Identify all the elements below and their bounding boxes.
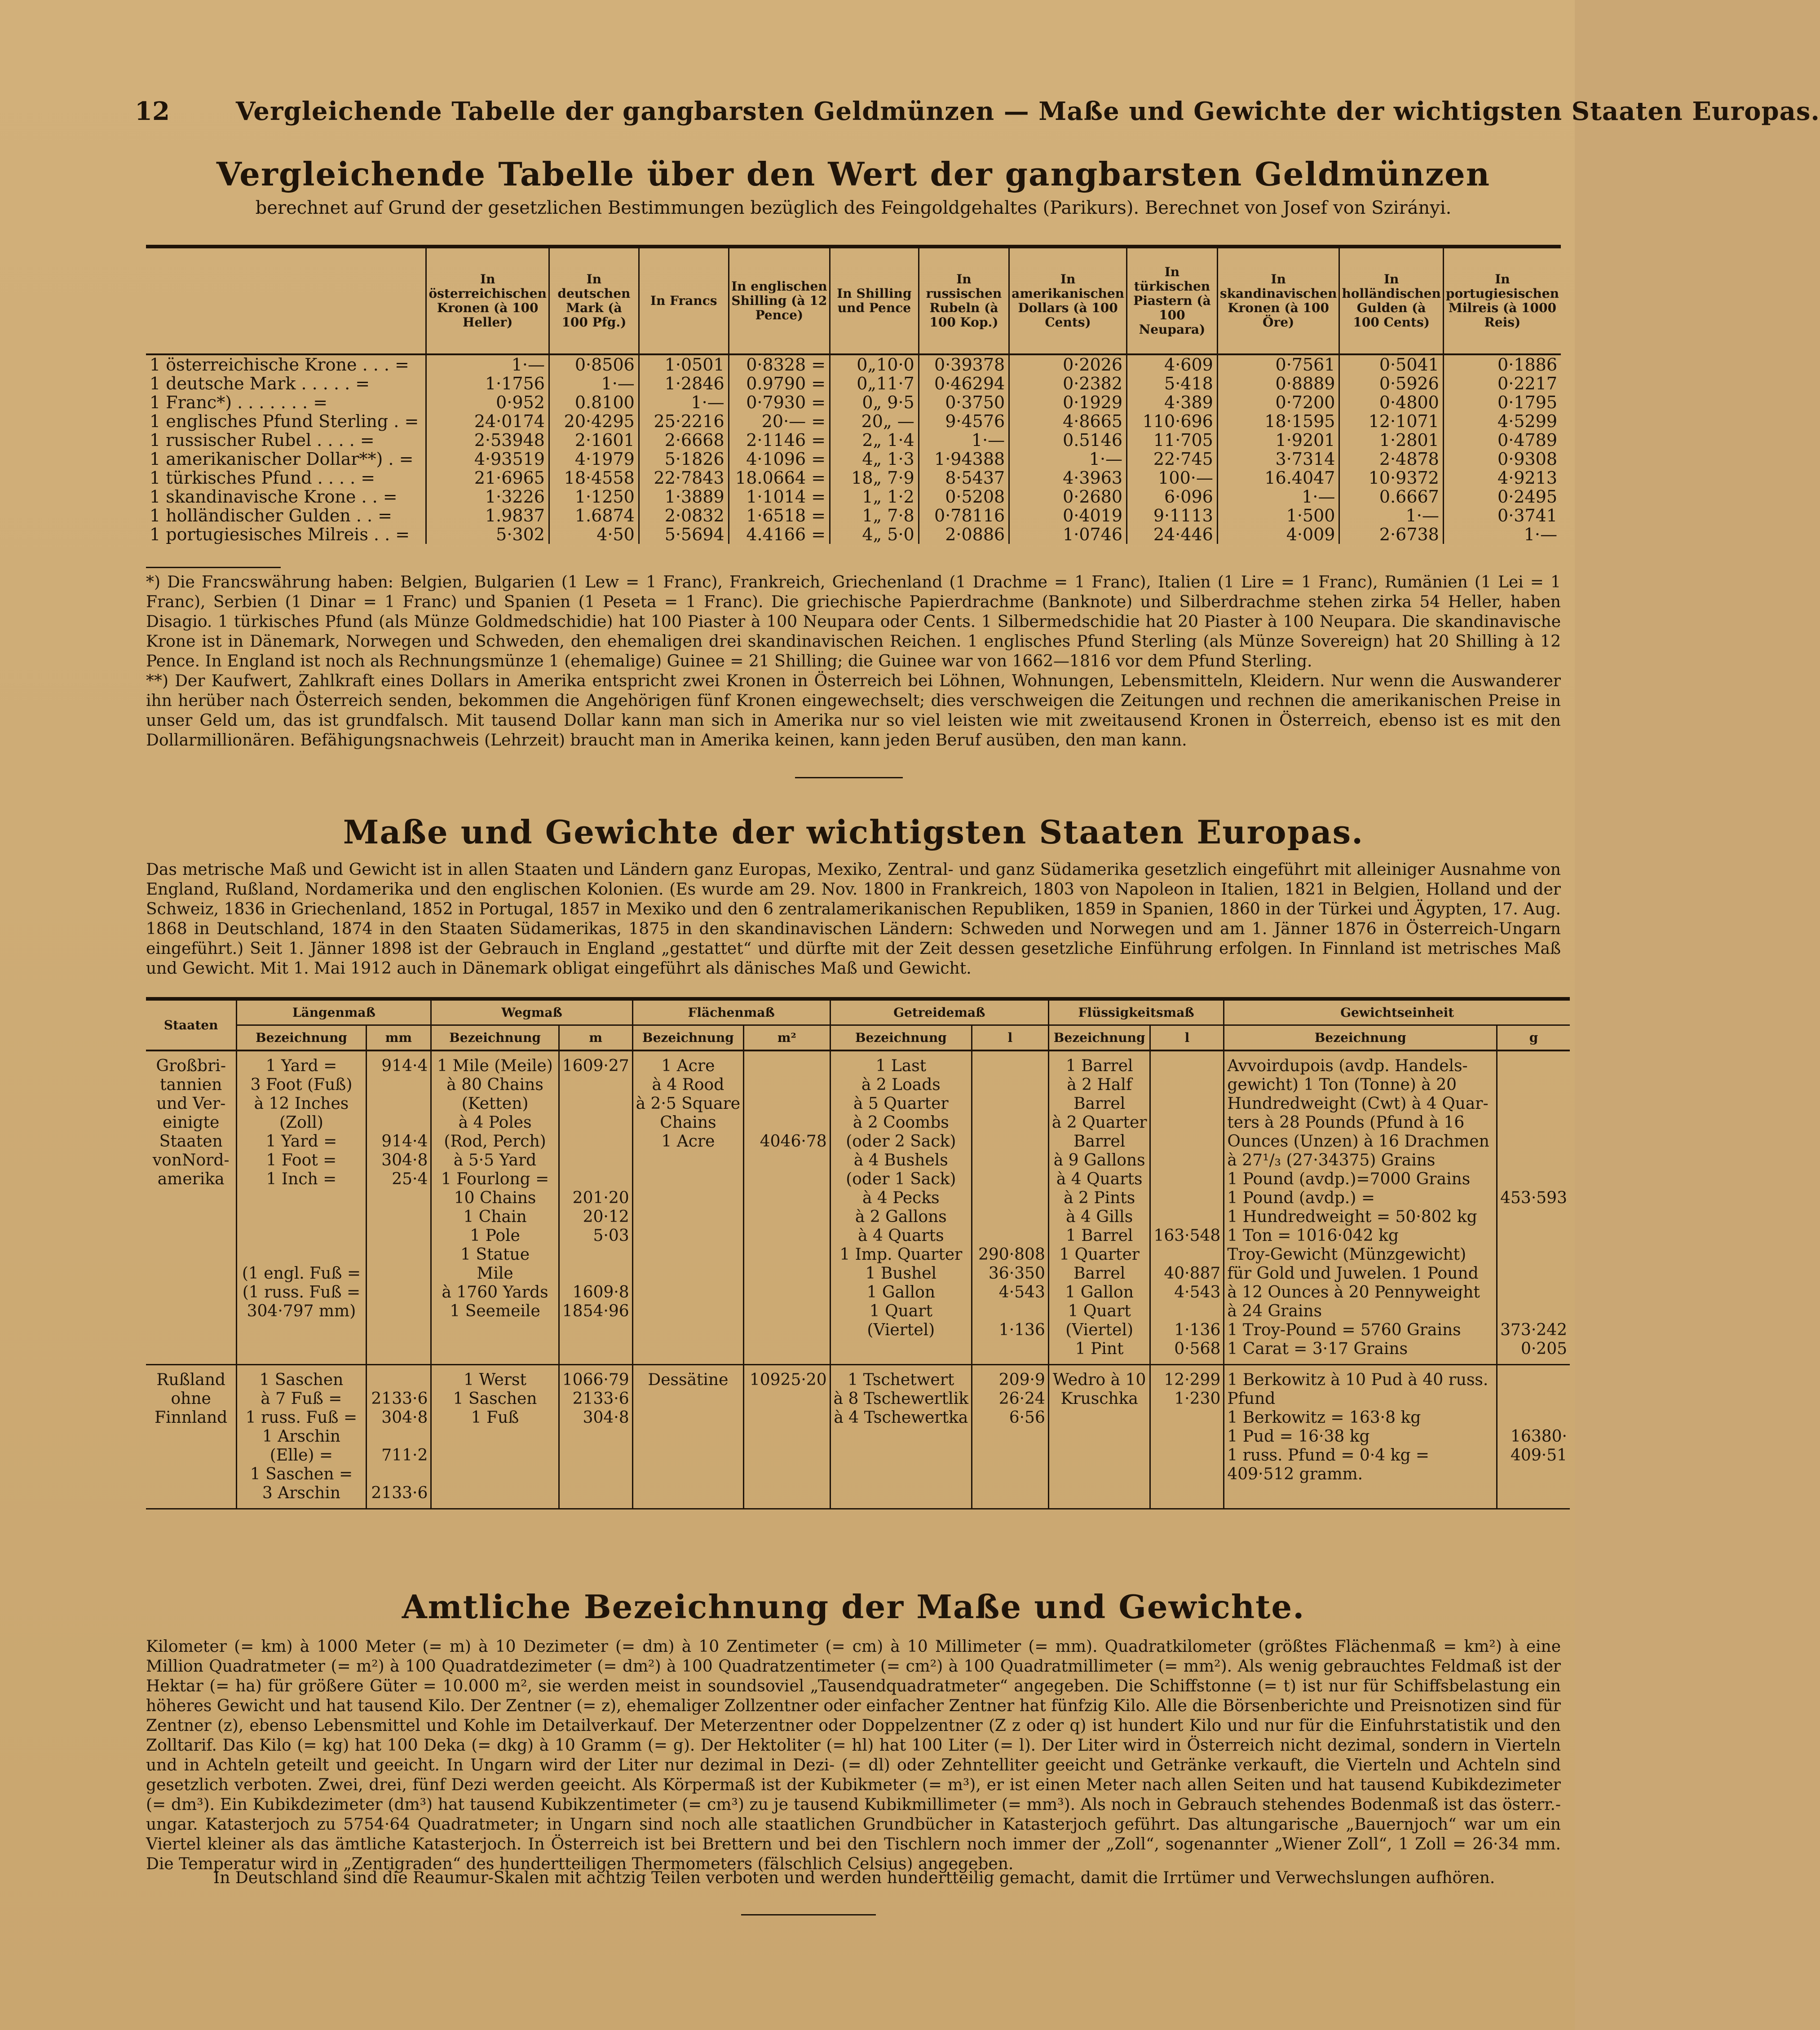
- measures-sub-header: [146, 1025, 1570, 1051]
- currency-value: 16.4047: [1217, 468, 1339, 487]
- laengen-bezeichnung: 1 Yard = 3 Foot (Fuß) à 12 Inches (Zoll) 1 Yard = 1 Foot = 1 Inch = (1 engl. Fuß = (1 russ. Fuß = 304·797 mm): [237, 1050, 366, 1365]
- currency-value: 1·—: [1217, 487, 1339, 506]
- currency-value: 0·3750: [919, 393, 1009, 412]
- currency-value: 0.5146: [1009, 431, 1127, 450]
- currency-row: [146, 393, 1561, 412]
- section2-title: Maße und Gewichte der wichtigsten Staaten Europas.: [343, 813, 1364, 851]
- currency-value: 9·4576: [919, 412, 1009, 431]
- currency-value: 0·2680: [1009, 487, 1127, 506]
- currency-value: 0·2382: [1009, 374, 1127, 393]
- currency-value: 4·1979: [549, 450, 639, 468]
- currency-value: 24·446: [1127, 525, 1218, 544]
- currency-value: 2·6738: [1339, 525, 1443, 544]
- currency-value: 4·009: [1217, 525, 1339, 544]
- sub-header: Bezeichnung: [1224, 1025, 1497, 1051]
- currency-table-body: [146, 354, 1561, 544]
- currency-value: 0·8889: [1217, 374, 1339, 393]
- gewicht-g: 453·593 373·242 0·205: [1497, 1050, 1570, 1365]
- col-header: In Shilling und Pence: [830, 247, 919, 354]
- col-header: In skandinavischen Kronen (à 100 Öre): [1217, 247, 1339, 354]
- currency-value: 1·1756: [426, 374, 549, 393]
- currency-row-label: 1 portugiesisches Milreis . . =: [150, 525, 410, 544]
- currency-value: 1·—: [639, 393, 729, 412]
- currency-value: 2·1146 =: [729, 431, 830, 450]
- currency-value: 1·2846: [639, 374, 729, 393]
- group-gewichtseinheit: Gewichtseinheit: [1224, 999, 1570, 1025]
- flaechen-bezeichnung: Dessätine: [632, 1365, 743, 1509]
- col-header: In amerikanischen Dollars (à 100 Cents): [1009, 247, 1127, 354]
- section3-text-2: In Deutschland sind die Reaumur-Skalen mit achtzig Teilen verboten und werden hundertteilig gemacht, damit die Irrtümer und Verwechslungen aufhören.: [213, 1869, 1495, 1887]
- group-laengenmass: Längenmaß: [237, 999, 431, 1025]
- currency-value: 1·—: [549, 374, 639, 393]
- col-header: In holländischen Gulden (à 100 Cents): [1339, 247, 1443, 354]
- currency-value: 5·1826: [639, 450, 729, 468]
- currency-value: 0·7200: [1217, 393, 1339, 412]
- currency-value: 6·096: [1127, 487, 1218, 506]
- currency-value: 4·5299: [1443, 412, 1561, 431]
- getreide-l: 209·9 26·24 6·56: [972, 1365, 1049, 1509]
- currency-value: 1·0501: [639, 354, 729, 374]
- gewicht-bezeichnung: Avvoirdupois (avdp. Handels- gewicht) 1 Ton (Tonne) à 20 Hundredweight (Cwt) à 4 Quar- ters à 28 Pounds (Pfund à 16 Ounces (Unzen) à 16 Drachmen à 27¹/₃ (27·34375) Grains 1 Pound (avdp.)=7000 Grains 1 Pound (avdp.) = 1 Hundredweight = 50·802 kg 1 Ton = 1016·042 kg Troy-Gewicht (Münzgewicht) für Gold und Juwelen. 1 Pound à 12 Ounces à 20 Pennyweight à 24 Grains 1 Troy-Pound = 5760 Grains 1 Carat = 3·17 Grains: [1224, 1050, 1497, 1365]
- sub-header: l: [972, 1025, 1049, 1051]
- col-header: In deutschen Mark (à 100 Pfg.): [549, 247, 639, 354]
- currency-row: [146, 525, 1561, 544]
- gewicht-g: 16380· 409·51: [1497, 1365, 1570, 1509]
- currency-value: 18„ 7·9: [830, 468, 919, 487]
- currency-value: 0„11·7: [830, 374, 919, 393]
- currency-value: 0·39378: [919, 354, 1009, 374]
- currency-value: 0·1795: [1443, 393, 1561, 412]
- currency-value: 18.0664 =: [729, 468, 830, 487]
- group-wegmass: Wegmaß: [431, 999, 632, 1025]
- currency-value: 4·50: [549, 525, 639, 544]
- currency-value: 4·1096 =: [729, 450, 830, 468]
- col-header: In englischen Shilling (à 12 Pence): [729, 247, 830, 354]
- measures-row: [146, 1365, 1570, 1509]
- measures-table: [146, 997, 1570, 1509]
- currency-value: 1·3889: [639, 487, 729, 506]
- currency-value: 1·94388: [919, 450, 1009, 468]
- currency-value: 1·6518 =: [729, 506, 830, 525]
- currency-value: 1·0746: [1009, 525, 1127, 544]
- currency-value: 20·— =: [729, 412, 830, 431]
- currency-value: 0·9308: [1443, 450, 1561, 468]
- currency-value: 1„ 1·2: [830, 487, 919, 506]
- currency-value: 2·1601: [549, 431, 639, 450]
- currency-value: 2·4878: [1339, 450, 1443, 468]
- currency-value: 4·3963: [1009, 468, 1127, 487]
- currency-value: 100·—: [1127, 468, 1218, 487]
- currency-row-label: 1 amerikanischer Dollar**) . =: [150, 449, 414, 469]
- currency-value: 4·609: [1127, 354, 1218, 374]
- currency-row-label: 1 deutsche Mark . . . . . =: [150, 374, 370, 393]
- currency-value: 1·—: [1009, 450, 1127, 468]
- measures-table-body: [146, 1050, 1570, 1509]
- currency-value: 0.9790 =: [729, 374, 830, 393]
- currency-value: 4·9213: [1443, 468, 1561, 487]
- currency-value: 4„ 5·0: [830, 525, 919, 544]
- currency-value: 1·—: [919, 431, 1009, 450]
- currency-value: 0·46294: [919, 374, 1009, 393]
- section3-title: Amtliche Bezeichnung der Maße und Gewichte.: [402, 1588, 1305, 1626]
- currency-value: 2·0832: [639, 506, 729, 525]
- currency-value: 5·5694: [639, 525, 729, 544]
- currency-value: 1·9201: [1217, 431, 1339, 450]
- col-header: In österreichischen Kronen (à 100 Heller): [426, 247, 549, 354]
- fluessig-l: 12·299 1·230: [1150, 1365, 1224, 1509]
- sub-header: Bezeichnung: [632, 1025, 743, 1051]
- currency-row-label: 1 englisches Pfund Sterling . =: [150, 411, 419, 431]
- footnote-rule: [146, 567, 281, 568]
- currency-value: 24·0174: [426, 412, 549, 431]
- currency-value: 0·78116: [919, 506, 1009, 525]
- currency-value: 4„ 1·3: [830, 450, 919, 468]
- currency-value: 1·500: [1217, 506, 1339, 525]
- currency-value: 0.8100: [549, 393, 639, 412]
- weg-bezeichnung: 1 Werst 1 Saschen 1 Fuß: [431, 1365, 559, 1509]
- currency-row: [146, 450, 1561, 468]
- currency-value: 1·2801: [1339, 431, 1443, 450]
- currency-row: [146, 431, 1561, 450]
- currency-value: 22·745: [1127, 450, 1218, 468]
- weg-bezeichnung: 1 Mile (Meile) à 80 Chains (Ketten) à 4 Poles (Rod, Perch) à 5·5 Yard 1 Fourlong = 10 Chains 1 Chain 1 Pole 1 Statue Mile à 1760 Yards 1 Seemeile: [431, 1050, 559, 1365]
- currency-value: 4.4166 =: [729, 525, 830, 544]
- currency-table: [146, 245, 1561, 544]
- fluessig-bezeichnung: 1 Barrel à 2 Half Barrel à 2 Quarter Barrel à 9 Gallons à 4 Quarts à 2 Pints à 4 Gills 1 Barrel 1 Quarter Barrel 1 Gallon 1 Quart (Viertel) 1 Pint: [1048, 1050, 1150, 1365]
- currency-value: 22·7843: [639, 468, 729, 487]
- currency-value: 20„ —: [830, 412, 919, 431]
- sub-header: Bezeichnung: [830, 1025, 972, 1051]
- section1-title: Vergleichende Tabelle über den Wert der gangbarsten Geldmünzen: [216, 155, 1491, 193]
- section2-intro: Das metrische Maß und Gewicht ist in allen Staaten und Ländern ganz Europas, Mexiko, Zentral- und ganz Südamerika gesetzlich eingeführt mit alleiniger Ausnahme von England, Rußland, Nordamerika und den englischen Kolonien. (Es wurde am 29. Nov. 1800 in Frankreich, 1803 von Napoleon in Italien, 1821 in Belgien, Holland und der Schweiz, 1836 in Griechenland, 1852 in Portugal, 1857 in Mexiko und den 6 zentralamerikanischen Republiken, 1859 in Spanien, 1860 in der Türkei und Ägypten, 17. Aug. 1868 in Deutschland, 1874 in den Staaten Südamerikas, 1875 in den skandinavischen Ländern: Schweden und Norwegen und am 1. Jänner 1876 in Österreich-Ungarn eingeführt.) Seit 1. Jänner 1898 ist der Gebrauch in England „gestattet“ und dürfte mit der Zeit dessen gesetzliche Einführung erfolgen. In Finnland ist metrisches Maß und Gewicht. Mit 1. Mai 1912 auch in Dänemark obligat eingeführt als dänisches Maß und Gewicht.: [146, 861, 1561, 978]
- currency-value: 0·7930 =: [729, 393, 830, 412]
- currency-value: 0·2495: [1443, 487, 1561, 506]
- fluessig-bezeichnung: Wedro à 10 Kruschka: [1048, 1365, 1150, 1509]
- currency-value: 0·3741: [1443, 506, 1561, 525]
- currency-value: 0·952: [426, 393, 549, 412]
- laengen-mm: 2133·6 304·8 711·2 2133·6: [366, 1365, 431, 1509]
- currency-row: [146, 487, 1561, 506]
- currency-value: 4·389: [1127, 393, 1218, 412]
- measures-row: [146, 1050, 1570, 1365]
- currency-value: 4·8665: [1009, 412, 1127, 431]
- currency-value: 0·7561: [1217, 354, 1339, 374]
- currency-value: 25·2216: [639, 412, 729, 431]
- group-flaechenmass: Flächenmaß: [632, 999, 830, 1025]
- currency-value: 0·4789: [1443, 431, 1561, 450]
- group-getreidemass: Getreidemaß: [830, 999, 1048, 1025]
- currency-value: 1·—: [426, 354, 549, 374]
- currency-value: 9·1113: [1127, 506, 1218, 525]
- header-blank: [146, 247, 426, 354]
- currency-value: 12·1071: [1339, 412, 1443, 431]
- col-header: In Francs: [639, 247, 729, 354]
- currency-value: 5·302: [426, 525, 549, 544]
- currency-value: 8·5437: [919, 468, 1009, 487]
- page-header: [135, 97, 1820, 137]
- section-divider: [795, 777, 903, 778]
- gewicht-bezeichnung: 1 Berkowitz à 10 Pud à 40 russ. Pfund 1 Berkowitz = 163·8 kg 1 Pud = 16·38 kg 1 russ. Pfund = 0·4 kg = 409·512 gramm.: [1224, 1365, 1497, 1509]
- page-number: 12: [135, 97, 170, 126]
- currency-value: 0·5041: [1339, 354, 1443, 374]
- col-header: In portugiesischen Milreis (à 1000 Reis): [1443, 247, 1561, 354]
- currency-value: 1„ 7·8: [830, 506, 919, 525]
- fluessig-l: 163·548 40·887 4·543 1·136 0·568: [1150, 1050, 1224, 1365]
- currency-value: 0·2026: [1009, 354, 1127, 374]
- currency-value: 3·7314: [1217, 450, 1339, 468]
- currency-value: 1·3226: [426, 487, 549, 506]
- getreide-l: 290·808 36·350 4·543 1·136: [972, 1050, 1049, 1365]
- currency-value: 0·4800: [1339, 393, 1443, 412]
- footnote-dollar: **) Der Kaufwert, Zahlkraft eines Dollars in Amerika entspricht zwei Kronen in Österreich bei Löhnen, Wohnungen, Lebensmitteln, Kleidern. Nur wenn die Auswanderer ihn herüber nach Österreich senden, bekommen die Angehörigen fünf Kronen eingewechselt; dies verschweigen die Zeitungen und rechnen die amerikanischen Preise in unser Geld um, das ist grundfalsch. Mit tausend Dollar kann man sich in Amerika nur so viel leisten wie mit zweitausend Kronen in Österreich, ebenso ist es mit den Dollarmillionären. Befähigungsnachweis (Lehrzeit) braucht man in Amerika keinen, kann jeden Beruf ausüben, den man kann.: [146, 672, 1561, 750]
- col-staaten: Staaten: [146, 999, 237, 1050]
- currency-row-label: 1 russischer Rubel . . . . =: [150, 430, 375, 450]
- sub-header: l: [1150, 1025, 1224, 1051]
- currency-value: 0·5926: [1339, 374, 1443, 393]
- sub-header: Bezeichnung: [431, 1025, 559, 1051]
- currency-value: 0„10·0: [830, 354, 919, 374]
- sub-header: m: [559, 1025, 632, 1051]
- currency-value: 0.6667: [1339, 487, 1443, 506]
- sub-header: g: [1497, 1025, 1570, 1051]
- flaechen-m2: 10925·20: [744, 1365, 830, 1509]
- currency-value: 0·5208: [919, 487, 1009, 506]
- currency-value: 5·418: [1127, 374, 1218, 393]
- currency-value: 21·6965: [426, 468, 549, 487]
- currency-row-label: 1 türkisches Pfund . . . . =: [150, 468, 375, 488]
- laengen-bezeichnung: 1 Saschen à 7 Fuß = 1 russ. Fuß = 1 Arschin (Elle) = 1 Saschen = 3 Arschin: [237, 1365, 366, 1509]
- sub-header: mm: [366, 1025, 431, 1051]
- currency-value: 1.9837: [426, 506, 549, 525]
- currency-row: [146, 412, 1561, 431]
- currency-row: [146, 354, 1561, 374]
- currency-value: 0·8506: [549, 354, 639, 374]
- currency-value: 0„ 9·5: [830, 393, 919, 412]
- flaechen-m2: 4046·78: [744, 1050, 830, 1365]
- currency-value: 18·1595: [1217, 412, 1339, 431]
- currency-value: 110·696: [1127, 412, 1218, 431]
- currency-row: [146, 374, 1561, 393]
- currency-value: 2·53948: [426, 431, 549, 450]
- currency-value: 0·1929: [1009, 393, 1127, 412]
- currency-value: 0·1886: [1443, 354, 1561, 374]
- weg-m: 1609·27 201·20 20·12 5·03 1609·8 1854·96: [559, 1050, 632, 1365]
- weg-m: 1066·79 2133·6 304·8: [559, 1365, 632, 1509]
- end-rule: [741, 1914, 876, 1915]
- currency-row-label: 1 skandinavische Krone . . =: [150, 487, 398, 507]
- currency-value: 10·9372: [1339, 468, 1443, 487]
- currency-row-label: 1 österreichische Krone . . . =: [150, 355, 409, 375]
- currency-value: 18·4558: [549, 468, 639, 487]
- measures-group-header: [146, 999, 1570, 1025]
- currency-row: [146, 468, 1561, 487]
- section1-subtitle: berechnet auf Grund der gesetzlichen Bestimmungen bezüglich des Feingoldgehaltes (Parikurs). Berechnet von Josef von Szirányi.: [255, 198, 1452, 218]
- currency-value: 0·2217: [1443, 374, 1561, 393]
- currency-value: 2·6668: [639, 431, 729, 450]
- currency-value: 1.6874: [549, 506, 639, 525]
- laengen-mm: 914·4 914·4 304·8 25·4: [366, 1050, 431, 1365]
- sub-header: Bezeichnung: [237, 1025, 366, 1051]
- currency-value: 1·1014 =: [729, 487, 830, 506]
- currency-value: 2·0886: [919, 525, 1009, 544]
- currency-value: 0·4019: [1009, 506, 1127, 525]
- currency-row-label: 1 Franc*) . . . . . . . =: [150, 393, 328, 412]
- running-head: Vergleichende Tabelle der gangbarsten Geldmünzen — Maße und Gewichte der wichtigsten Staaten Europas.: [236, 97, 1820, 126]
- sub-header: Bezeichnung: [1048, 1025, 1150, 1051]
- currency-value: 2„ 1·4: [830, 431, 919, 450]
- currency-value: 4·93519: [426, 450, 549, 468]
- flaechen-bezeichnung: 1 Acre à 4 Rood à 2·5 Square Chains 1 Acre: [632, 1050, 743, 1365]
- state-name: Großbri- tannien und Ver- einigte Staaten vonNord- amerika: [152, 1057, 230, 1188]
- section3-text: Kilometer (= km) à 1000 Meter (= m) à 10 Dezimeter (= dm) à 10 Zentimeter (= cm) à 10 Millimeter (= mm). Quadratkilometer (größtes Flächenmaß = km²) à eine Million Quadratmeter (= m²) à 100 Quadratdezimeter (= dm²) à 100 Quadratzentimeter (= cm²) à 100 Quadratmillimeter (= mm²). Als wenig gebrauchtes Feldmaß ist der Hektar (= ha) für größere Güter = 10.000 m², sie werden meist in soundsoviel „Tausendquadratmeter“ angegeben. Die Schiffstonne (= t) ist nur für Schiffsbelastung ein höheres Gewicht und hat tausend Kilo. Der Zentner (= z), ehemaliger Zollzentner oder einfacher Zentner hat fünfzig Kilo. Alle die Börsenberichte und Preisnotizen sind für Zentner (z), ebenso Lebensmittel und Kohle im Detailverkauf. Der Meterzentner oder Doppelzentner (Z z oder q) ist hundert Kilo und nur für die Einfuhrstatistik und den Zolltarif. Das Kilo (= kg) hat 100 Deka (= dkg) à 10 Gramm (= g). Der Hektoliter (= hl) hat 100 Liter (= l). Der Liter wird in Österreich nicht dezimal, sondern in Vierteln und in Achteln geteilt und geeicht. In Ungarn wird der Liter nur dezimal in Dezi- (= dl) oder Zehntelliter geeicht und Getränke verkauft, die Vierteln und Achteln sind gesetzlich verboten. Zwei, drei, fünf Dezi werden geeicht. Als Körpermaß ist der Kubikmeter (= m³), er ist einen Meter nach allen Seiten und hat tausend Kubikdezimeter (= dm³). Ein Kubikdezimeter (dm³) hat tausend Kubikzentimeter (= cm³) zu je tausend Kubikmillimeter (= mm³). Als noch in Gebrauch stehendes Bodenmaß ist das österr.-ungar. Katasterjoch zu 5754·64 Quadratmeter; in Ungarn sind noch alle staatlichen Grundbücher in Katasterjoch geführt. Das altungarische „Bauernjoch“ war um ein Viertel kleiner als das ämtliche Katasterjoch. In Österreich ist bei Brettern und bei den Tischlern noch immer der „Zoll“, sogenannter „Wiener Zoll“, 1 Zoll = 26·34 mm. Die Temperatur wird in „Zentigraden“ des hundertteiligen Thermometers (fälschlich Celsius) angegeben.: [146, 1637, 1561, 1873]
- footnote-francs: *) Die Francswährung haben: Belgien, Bulgarien (1 Lew = 1 Franc), Frankreich, Griechenland (1 Drachme = 1 Franc), Italien (1 Lire = 1 Franc), Rumänien (1 Lei = 1 Franc), Serbien (1 Dinar = 1 Franc) und Spanien (1 Peseta = 1 Franc). Die griechische Papierdrachme (Banknote) und Silberdrachme stehen zirka 54 Heller, haben Disagio. 1 türkisches Pfund (als Münze Goldmedschidie) hat 100 Piaster à 100 Neupara oder Cents. 1 Silbermedschidie hat 20 Piaster à 100 Neupara. Die skandinavische Krone ist in Dänemark, Norwegen und Schweden, den ehemaligen drei skandinavischen Reichen. 1 englisches Pfund Sterling (als Münze Sovereign) hat 20 Shilling à 12 Pence. In England ist noch als Rechnungsmünze 1 (ehemalige) Guinee = 21 Shilling; die Guinee war von 1662—1816 vor dem Pfund Sterling.: [146, 573, 1561, 671]
- currency-value: 0·8328 =: [729, 354, 830, 374]
- currency-value: 20·4295: [549, 412, 639, 431]
- currency-table-header: [146, 247, 1561, 354]
- getreide-bezeichnung: 1 Last à 2 Loads à 5 Quarter à 2 Coombs (oder 2 Sack) à 4 Bushels (oder 1 Sack) à 4 Pecks à 2 Gallons à 4 Quarts 1 Imp. Quarter 1 Bushel 1 Gallon 1 Quart (Viertel): [830, 1050, 972, 1365]
- col-header: In türkischen Piastern (à 100 Neupara): [1127, 247, 1218, 354]
- group-fluessigkeitsmass: Flüssigkeitsmaß: [1048, 999, 1224, 1025]
- currency-value: 1·—: [1443, 525, 1561, 544]
- currency-row: [146, 506, 1561, 525]
- currency-value: 11·705: [1127, 431, 1218, 450]
- sub-header: m²: [744, 1025, 830, 1051]
- currency-value: 1·1250: [549, 487, 639, 506]
- getreide-bezeichnung: 1 Tschetwert à 8 Tschewertlik à 4 Tschewertka: [830, 1365, 972, 1509]
- col-header: In russischen Rubeln (à 100 Kop.): [919, 247, 1009, 354]
- currency-value: 1·—: [1339, 506, 1443, 525]
- currency-row-label: 1 holländischer Gulden . . =: [150, 506, 393, 525]
- state-name: Rußland ohne Finnland: [155, 1371, 228, 1427]
